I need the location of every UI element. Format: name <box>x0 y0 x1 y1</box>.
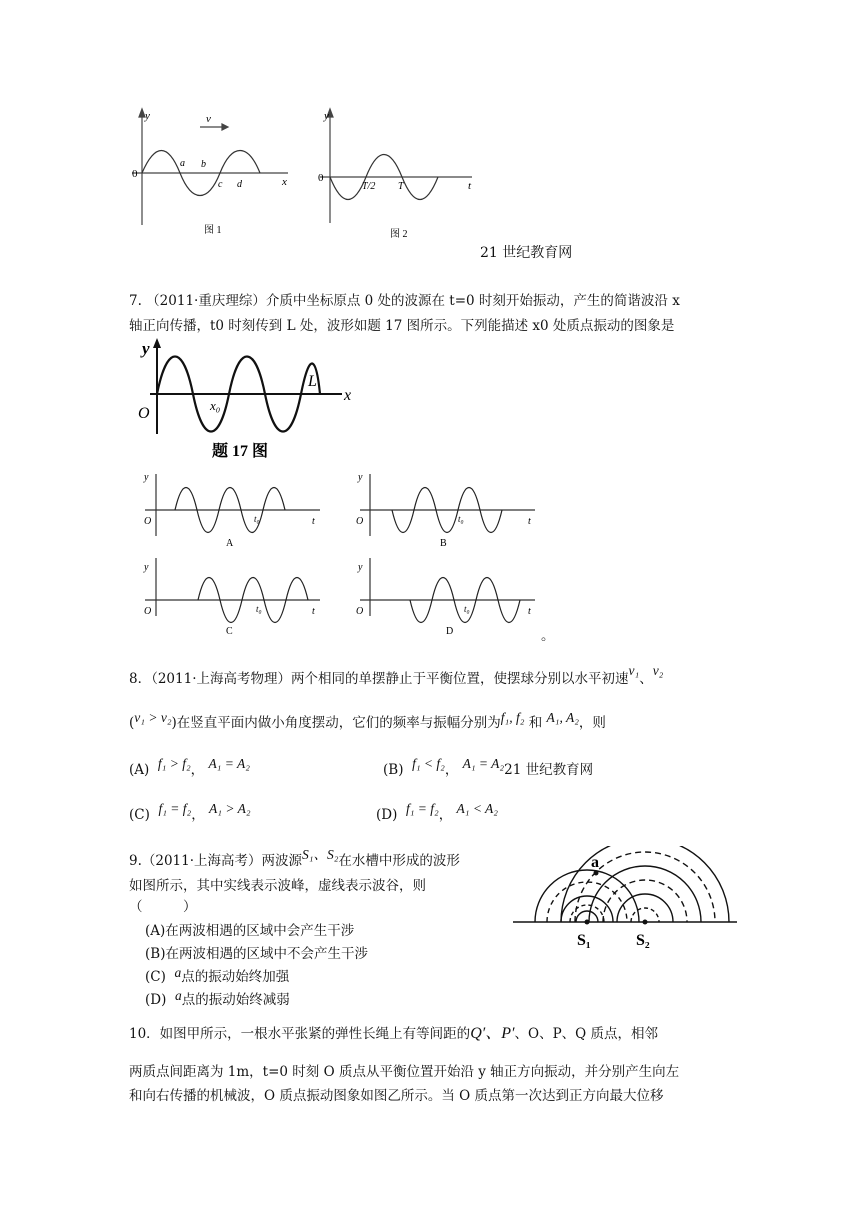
q8-opt-b-a: A₁ = A₂ <box>462 756 505 771</box>
fig2-origin: 0 <box>318 172 324 184</box>
optB-label: B <box>440 538 447 549</box>
q8-a12: A₁, A₂ <box>546 710 579 725</box>
optA-t0: t₀ <box>254 514 260 524</box>
fig1-point-a: a <box>180 158 185 169</box>
q8-opt-b-f: f₁ < f₂ <box>412 756 445 771</box>
q8-line-2-mid: )在竖直平面内做小角度摆动，它们的频率与振幅分别为 <box>171 715 501 731</box>
q10-line-1a: 10．如图甲所示，一根水平张紧的弹性长绳上有等间距的 <box>129 1026 471 1042</box>
q7-line-2: 轴正向传播，t0 时刻传到 L 处，波形如题 17 图所示。下列能描述 x0 处质点振动的图象是 <box>129 318 675 334</box>
fig2-t-label: t <box>468 180 472 192</box>
q9-line-1 <box>129 849 460 869</box>
q8-opt-c-a: A₁ > A₂ <box>209 801 251 816</box>
q9-opt-c-label: (C) <box>145 969 166 985</box>
fig2-t-full: T <box>398 181 404 192</box>
fig1-point-d: d <box>237 179 242 190</box>
fig1-caption: 图 1 <box>204 225 222 236</box>
q8-opt-b-label: (B) <box>383 762 404 778</box>
q10-qp: Q′、P′ <box>470 1025 515 1042</box>
q8-opt-b-watermark: 21 世纪教育网 <box>504 762 594 778</box>
q9-option-d <box>145 988 290 1008</box>
q9-s2-label: S₂ <box>636 932 650 949</box>
optB-t: t <box>528 516 531 527</box>
q7-options-figure <box>130 466 550 646</box>
fig1-x-label: x <box>282 176 287 188</box>
fig2-caption: 图 2 <box>390 229 408 240</box>
q7-fig-origin: O <box>138 405 150 422</box>
q9-figure <box>505 846 745 966</box>
q8-opt-c-label: (C) <box>129 807 150 823</box>
q8-opt-b-comma: ， <box>444 762 459 778</box>
q9-s1s2: S₁、S₂ <box>302 847 339 862</box>
q7-end-mark: 。 <box>541 628 555 644</box>
fig1-v-label: v <box>206 113 211 125</box>
q10-line-1b: 、O、P、Q 质点，相邻 <box>514 1026 659 1042</box>
optD-label: D <box>446 626 454 637</box>
optD-t: t <box>528 606 531 617</box>
q8-sep: 、 <box>639 671 653 687</box>
optA-y: y <box>144 472 149 483</box>
q8-opt-a-label: (A) <box>129 762 150 778</box>
q8-tail: ，则 <box>578 715 606 731</box>
q7-fig-x-label: x <box>344 387 352 404</box>
optB-y: y <box>358 472 363 483</box>
q8-opt-a-a: A₁ = A₂ <box>208 756 250 771</box>
figure-1 <box>132 109 288 225</box>
optA-t: t <box>312 516 315 527</box>
fig1-y-label: y <box>145 110 150 122</box>
fig1-origin: 0 <box>132 168 138 180</box>
fig1-point-c: c <box>218 179 223 190</box>
q8-f12: f₁, f₂ <box>500 710 525 725</box>
q9-opt-d-var: a <box>174 988 182 1003</box>
q8-opt-d-comma: ， <box>438 807 453 823</box>
q9-opt-d-label: (D) <box>145 992 167 1008</box>
q8-opt-d-f: f₁ = f₂ <box>405 801 439 816</box>
optD-origin: O <box>356 606 364 617</box>
q8-v1: v₁ <box>628 663 640 678</box>
q9-opt-d-text: 点的振动始终减弱 <box>181 992 290 1008</box>
watermark-top: 21 世纪教育网 <box>480 245 573 261</box>
top-figures <box>120 105 500 245</box>
optD-t0: t₀ <box>464 604 470 614</box>
q8-opt-d-a: A₁ < A₂ <box>456 801 498 816</box>
optB-t0: t₀ <box>458 514 464 524</box>
optC-t: t <box>312 606 315 617</box>
optA-label: A <box>226 538 234 549</box>
q8-line-2 <box>129 711 606 731</box>
q8-cond: v₁ > v₂ <box>134 710 172 725</box>
fig2-y-label: y <box>324 110 329 122</box>
q7-line-1: 7. （2011·重庆理综）介质中坐标原点 0 处的波源在 t=0 时刻开始振动，产生的简谐波沿 x <box>129 293 680 309</box>
q8-line-1-text: 8．（2011·上海高考物理）两个相同的单摆静止于平衡位置，使摆球分别以水平初速 <box>129 671 629 687</box>
q9-line-2: 如图所示，其中实线表示波峰，虚线表示波谷，则 <box>129 878 426 894</box>
q8-opt-c-comma: ， <box>191 807 205 823</box>
q7-fig-y-label: y <box>142 339 150 358</box>
q8-opt-c-f: f₁ = f₂ <box>158 801 192 816</box>
q8-opt-d-label: (D) <box>376 807 398 823</box>
q7-main-figure <box>130 336 370 462</box>
q8-option-c <box>129 803 251 823</box>
q7-fig-caption: 题 17 图 <box>212 443 269 460</box>
q9-s1-label: S₁ <box>577 932 591 949</box>
q10-line-1 <box>129 1020 658 1043</box>
optC-t0: t₀ <box>256 604 262 614</box>
figure-2 <box>320 109 472 223</box>
q10-line-2: 两质点间距离为 1m，t=0 时刻 O 质点从平衡位置开始沿 y 轴正方向振动，并分别产生向左 <box>129 1064 680 1080</box>
q8-opt-a-comma: ， <box>190 762 205 778</box>
optB-origin: O <box>356 516 364 527</box>
fig1-point-b: b <box>201 159 206 170</box>
q9-line-3: （ ） <box>129 899 197 915</box>
q8-he: 和 <box>524 715 547 731</box>
q8-option-d <box>376 803 498 823</box>
q9-opt-c-var: a <box>174 965 182 980</box>
q8-open: ( <box>129 715 135 731</box>
optC-label: C <box>226 626 233 637</box>
q8-option-a <box>129 758 250 778</box>
q9-point-a: a <box>591 854 599 871</box>
q9-option-a: (A)在两波相遇的区域中会产生干涉 <box>145 923 355 939</box>
q7-fig-x0: x₀ <box>210 398 221 413</box>
q9-option-c <box>145 965 289 985</box>
optC-origin: O <box>144 606 152 617</box>
optC-y: y <box>144 562 149 573</box>
q10-line-3: 和向右传播的机械波，O 质点振动图象如图乙所示。当 O 质点第一次达到正方向最大位移 <box>129 1088 664 1104</box>
optA-origin: O <box>144 516 152 527</box>
q8-v2: v₂ <box>652 663 664 678</box>
optD-y: y <box>358 562 363 573</box>
q9-line-1a: 9.（2011·上海高考）两波源 <box>129 853 303 869</box>
q8-opt-a-f: f₁ > f₂ <box>157 756 191 771</box>
q9-option-b: (B)在两波相遇的区域中不会产生干涉 <box>145 946 368 962</box>
q8-line-1 <box>129 663 664 687</box>
q7-fig-L: L <box>308 373 317 390</box>
q8-option-b <box>383 758 593 778</box>
q9-opt-c-text: 点的振动始终加强 <box>181 969 290 985</box>
fig2-t-half: T/2 <box>362 181 376 192</box>
q9-line-1b: 在水槽中形成的波形 <box>338 853 460 869</box>
